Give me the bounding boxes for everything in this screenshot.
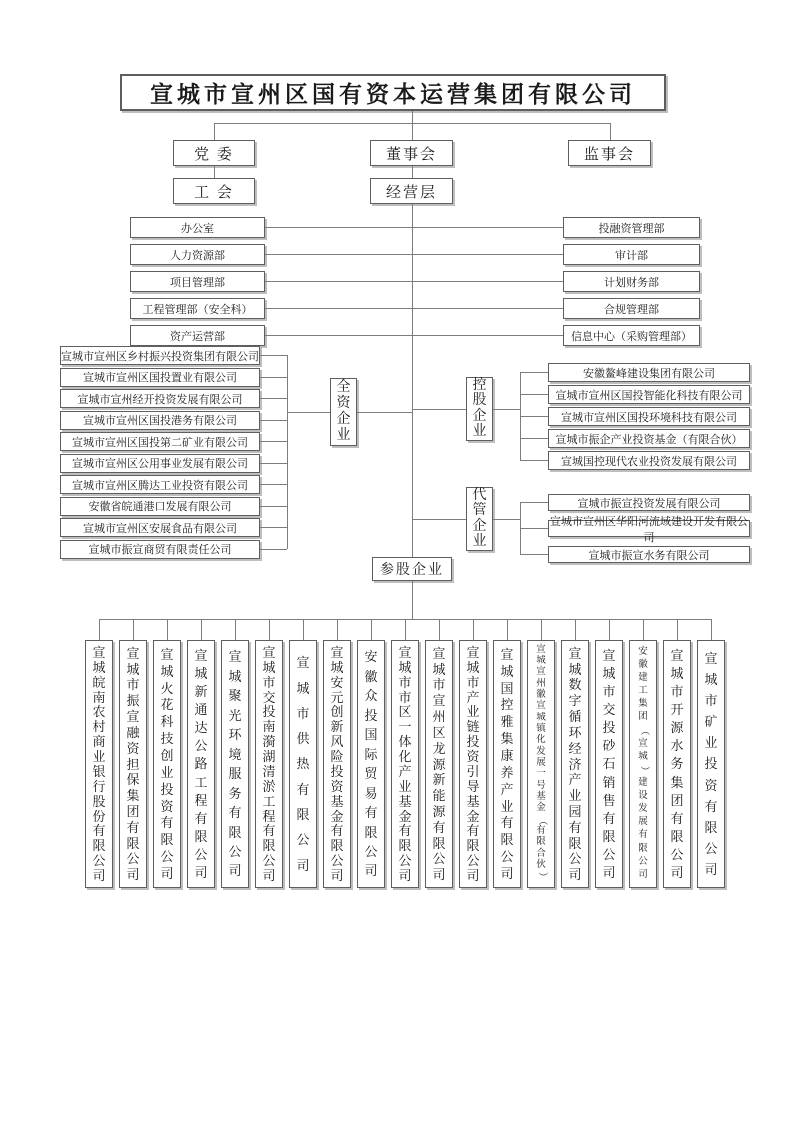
connector-line <box>265 254 563 255</box>
company-box: 宣 城 数 字 循 环 经 济 产 业 园 有 限 公 司 <box>561 640 589 888</box>
connector-line <box>643 619 644 640</box>
connector-line <box>235 619 236 640</box>
connector-line <box>260 398 287 399</box>
company-box: 宣 城 市 市 区 一 体 化 产 业 基 金 有 限 公 司 <box>391 640 419 888</box>
connector-line <box>412 581 413 619</box>
connector-line <box>520 528 548 529</box>
connector-line <box>610 123 611 140</box>
connector-line <box>260 484 287 485</box>
company-box: 安徽鳌峰建设集团有限公司 <box>548 363 750 382</box>
department-box: 资产运营部 <box>130 325 265 346</box>
connector-line <box>269 619 270 640</box>
company-box: 宣城国控现代农业投资发展有限公司 <box>548 451 750 470</box>
company-box: 安 徽 建 工 集 团 （ 宣 城 ） 建 设 发 展 有 限 公 司 <box>629 640 657 888</box>
connector-line <box>214 123 215 140</box>
connector-line <box>412 409 466 410</box>
company-box: 安 徽 众 投 国 际 贸 易 有 限 公 司 <box>357 640 385 888</box>
connector-line <box>287 355 288 549</box>
connector-line <box>214 166 215 178</box>
connector-line <box>412 204 413 557</box>
connector-line <box>260 527 287 528</box>
connector-line <box>287 412 330 413</box>
company-box: 宣城市宣州经开投资发展有限公司 <box>60 389 260 408</box>
connector-line <box>371 619 372 640</box>
department-box: 审计部 <box>563 244 700 265</box>
company-box: 宣 城 火 花 科 技 创 业 投 资 有 限 公 司 <box>153 640 181 888</box>
category-managed: 代 管 企 业 <box>466 487 493 551</box>
connector-line <box>412 166 413 178</box>
connector-line <box>260 377 287 378</box>
connector-line <box>493 409 520 410</box>
company-box: 宣 城 市 开 源 水 务 集 团 有 限 公 司 <box>663 640 691 888</box>
company-box: 宣 城 聚 光 环 境 服 务 有 限 公 司 <box>221 640 249 888</box>
connector-line <box>520 372 548 373</box>
company-box: 宣城市振企产业投资基金（有限合伙） <box>548 429 750 448</box>
department-box: 工程管理部（安全科） <box>130 298 265 319</box>
connector-line <box>260 441 287 442</box>
connector-line <box>260 463 287 464</box>
company-box: 宣 城 市 供 热 有 限 公 司 <box>289 640 317 888</box>
connector-line <box>265 281 563 282</box>
company-box: 宣城市宣州区华阳河流域建设开发有限公司 <box>550 515 748 544</box>
company-box: 宣 城 市 交 投 砂 石 销 售 有 限 公 司 <box>595 640 623 888</box>
connector-line <box>99 619 711 620</box>
supervisory-board-box: 监事会 <box>568 140 651 166</box>
party-committee-box: 党 委 <box>173 140 255 166</box>
company-box: 宣城市宣州区国投第二矿业有限公司 <box>60 432 260 451</box>
company-box: 宣 城 市 矿 业 投 资 有 限 公 司 <box>697 640 725 888</box>
company-box: 宣 城 宣 州 徽 宣 城 镇 化 发 展 一 号 基 金 （ 有 限 合 伙 ） <box>527 640 555 888</box>
management-level-box: 经营层 <box>370 178 453 204</box>
department-box: 合规管理部 <box>563 298 700 319</box>
connector-line <box>201 619 202 640</box>
department-box: 人力资源部 <box>130 244 265 265</box>
connector-line <box>260 506 287 507</box>
company-box: 宣 城 市 交 投 南 漪 湖 清 淤 工 程 有 限 公 司 <box>255 640 283 888</box>
connector-line <box>575 619 576 640</box>
connector-line <box>265 335 563 336</box>
company-box: 宣城市宣州区腾达工业投资有限公司 <box>60 475 260 494</box>
board-of-directors-box: 董事会 <box>370 140 453 166</box>
company-box: 宣 城 安 元 创 新 风 险 投 资 基 金 有 限 公 司 <box>323 640 351 888</box>
connector-line <box>412 519 466 520</box>
connector-line <box>303 619 304 640</box>
connector-line <box>520 460 548 461</box>
labor-union-box: 工 会 <box>173 178 255 204</box>
department-box: 投融资管理部 <box>563 217 700 238</box>
company-box: 宣 城 市 宣 州 区 龙 源 新 能 源 有 限 公 司 <box>425 640 453 888</box>
connector-line <box>493 519 520 520</box>
company-box: 宣 城 国 控 雅 集 康 养 产 业 有 限 公 司 <box>493 640 521 888</box>
connector-line <box>520 554 548 555</box>
company-box: 宣 城 新 通 达 公 路 工 程 有 限 公 司 <box>187 640 215 888</box>
connector-line <box>439 619 440 640</box>
connector-line <box>609 619 610 640</box>
connector-line <box>412 123 413 140</box>
connector-line <box>520 394 548 395</box>
company-box: 宣城市宣州区安展食品有限公司 <box>60 518 260 537</box>
connector-line <box>133 619 134 640</box>
category-participation: 参股企业 <box>372 557 452 581</box>
company-box: 宣城市振宣水务有限公司 <box>548 546 750 563</box>
category-holding: 控 股 企 业 <box>466 377 493 441</box>
connector-line <box>507 619 508 640</box>
company-box: 宣 城 市 振 宣 融 资 担 保 集 团 有 限 公 司 <box>119 640 147 888</box>
connector-line <box>520 502 548 503</box>
connector-line <box>265 227 563 228</box>
company-box: 宣城市振宣投资发展有限公司 <box>548 494 750 511</box>
connector-line <box>337 619 338 640</box>
connector-line <box>711 619 712 640</box>
connector-line <box>260 355 287 356</box>
page-title: 宣城市宣州区国有资本运营集团有限公司 <box>120 74 666 111</box>
connector-line <box>99 619 100 640</box>
connector-line <box>412 111 413 123</box>
company-box: 宣城市宣州区国投置业有限公司 <box>60 368 260 387</box>
connector-line <box>541 619 542 640</box>
company-box: 宣城市宣州区乡村振兴投资集团有限公司 <box>60 346 260 365</box>
company-box: 宣城市宣州区公用事业发展有限公司 <box>60 454 260 473</box>
company-box: 宣城市宣州区国投智能化科技有限公司 <box>548 385 750 404</box>
connector-line <box>677 619 678 640</box>
company-box: 宣 城 市 产 业 链 投 资 引 导 基 金 有 限 公 司 <box>459 640 487 888</box>
department-box: 项目管理部 <box>130 271 265 292</box>
company-box: 宣城市振宣商贸有限责任公司 <box>60 540 260 559</box>
company-box: 宣城市宣州区国投环境科技有限公司 <box>548 407 750 426</box>
connector-line <box>167 619 168 640</box>
connector-line <box>357 412 412 413</box>
connector-line <box>520 416 548 417</box>
department-box: 信息中心（采购管理部） <box>563 325 700 346</box>
company-box: 宣 城 皖 南 农 村 商 业 银 行 股 份 有 限 公 司 <box>85 640 113 888</box>
connector-line <box>405 619 406 640</box>
company-box: 宣城市宣州区国投港务有限公司 <box>60 411 260 430</box>
connector-line <box>473 619 474 640</box>
connector-line <box>260 549 287 550</box>
company-box: 安徽省皖通港口发展有限公司 <box>60 497 260 516</box>
connector-line <box>265 308 563 309</box>
department-box: 计划财务部 <box>563 271 700 292</box>
connector-line <box>260 420 287 421</box>
department-box: 办公室 <box>130 217 265 238</box>
connector-line <box>520 438 548 439</box>
category-wholly-owned: 全 资 企 业 <box>330 378 357 446</box>
